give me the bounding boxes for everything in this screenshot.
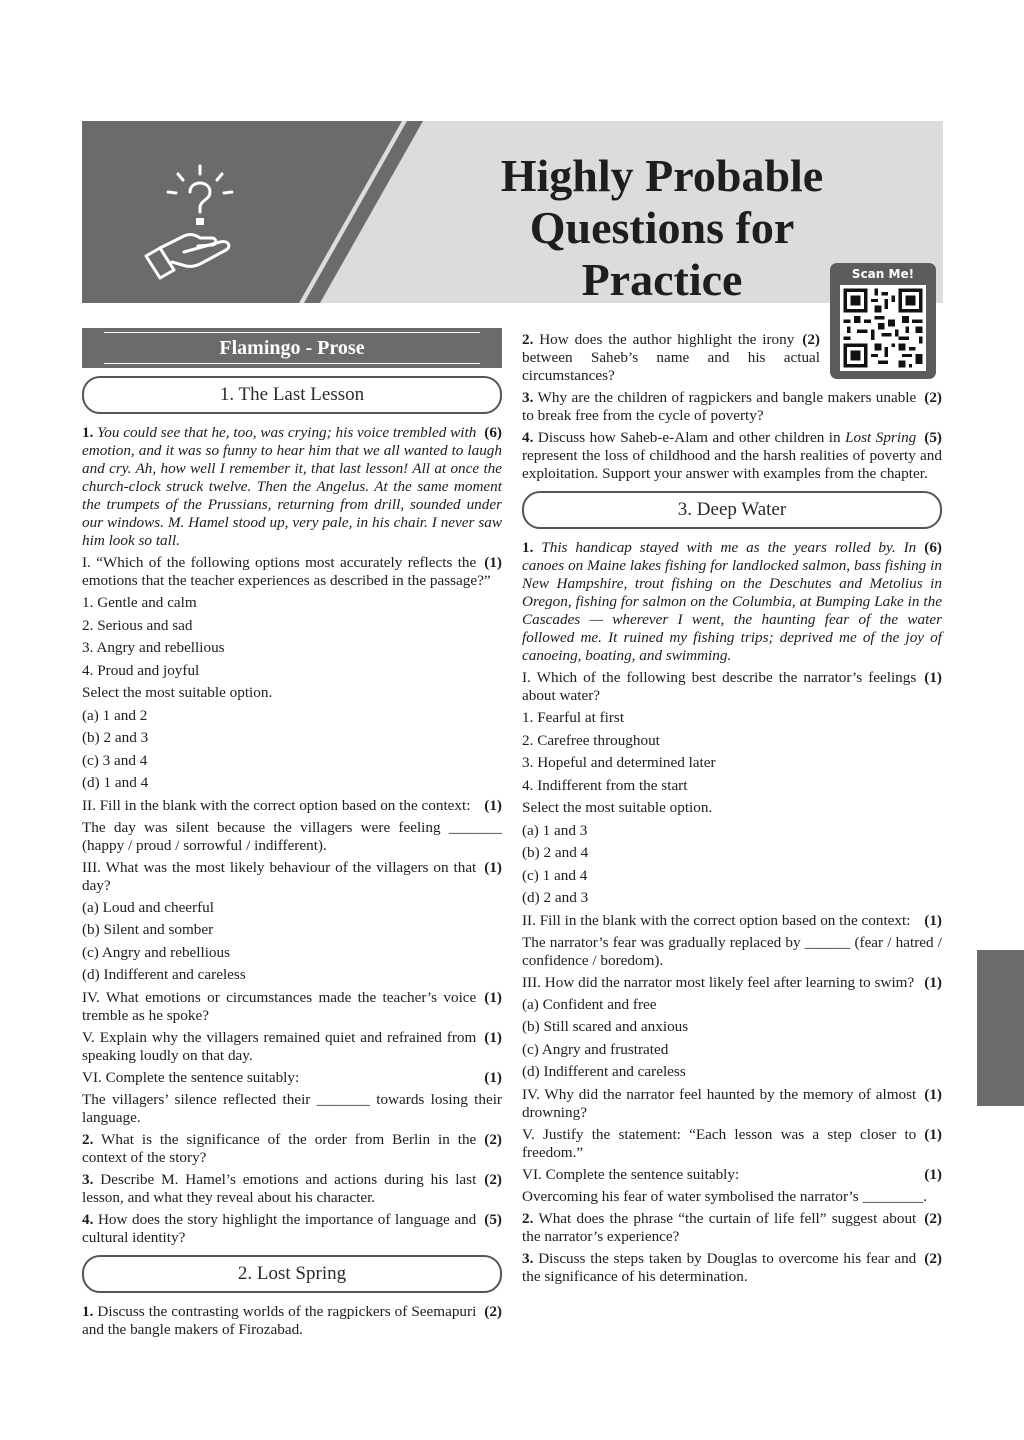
question-3: (2) 3. Discuss the steps taken by Douglas to overcome his fear and the significance of his determination.: [522, 1249, 942, 1285]
scan-label: Scan Me!: [851, 267, 915, 281]
answer-option: (d) 1 and 4: [82, 774, 149, 791]
page-title-line: Questions for: [529, 202, 795, 253]
sub-question: (1) V. Justify the statement: “Each lesson was a step closer to freedom.”: [522, 1125, 942, 1161]
fill-blank-text: The narrator’s fear was gradually replaced by ______ (fear / hatred / confidence / boredom).: [522, 933, 942, 969]
sub-question: (1) I. “Which of the following options most accurately reflects the emotions that the teacher experiences as described in the passage?”: [82, 554, 502, 589]
answer-option: (b) 2 and 3: [82, 729, 149, 746]
chapter-heading-deep-water: 3. Deep Water: [522, 491, 942, 529]
sub-question: (1) IV. Why did the narrator feel haunted by the memory of almost drowning?: [522, 1085, 942, 1121]
page-title-line: Highly Probable: [500, 150, 824, 201]
instruction: Select the most suitable option.: [522, 799, 713, 816]
answer-option: (c) Angry and rebellious: [82, 943, 231, 961]
answer-option: (a) Loud and cheerful: [82, 898, 214, 916]
sub-question: (1) I. Which of the following best describe the narrator’s feelings about water?: [522, 669, 942, 704]
answer-option: (b) 2 and 4: [522, 844, 589, 861]
right-column: [522, 331, 942, 1290]
list-item: 3. Angry and rebellious: [82, 639, 225, 656]
unit-title: Flamingo - Prose: [219, 337, 365, 359]
answer-option: (b) Silent and somber: [82, 921, 214, 938]
sub-question: (1) VI. Complete the sentence suitably:: [522, 1165, 942, 1183]
fill-blank-text: The villagers’ silence reflected their _______ towards losing their language.: [82, 1090, 502, 1126]
fill-blank-text: The day was silent because the villagers were feeling _______ (happy / proud / sorrowful / indifferent).: [82, 818, 502, 854]
question-2: (2) 2. What is the significance of the order from Berlin in the context of the story?: [82, 1130, 502, 1166]
list-item: 4. Proud and joyful: [82, 661, 200, 679]
sub-question: (1) II. Fill in the blank with the correct option based on the context:: [82, 796, 502, 814]
chapter-heading-last-lesson: 1. The Last Lesson: [82, 376, 502, 414]
unit-heading: [82, 328, 502, 368]
sub-question: (1) VI. Complete the sentence suitably:: [82, 1068, 502, 1086]
answer-option: (d) Indifferent and careless: [522, 1063, 686, 1080]
answer-option: (b) Still scared and anxious: [522, 1018, 689, 1035]
instruction: Select the most suitable option.: [82, 684, 273, 701]
answer-option: (c) 3 and 4: [82, 751, 148, 769]
list-item: 2. Carefree throughout: [522, 731, 660, 749]
fill-blank-text: Overcoming his fear of water symbolised the narrator’s ________.: [522, 1187, 928, 1205]
question-1-passage: (6) 1. This handicap stayed with me as the years rolled by. In canoes on Maine lakes fishing for landlocked salmon, bass fishing in New Hampshire, trout fishing on the Deschutes and Metolius in Oregon, fishing for salmon on the Columbia, at Bumping Lake in the Cascades — wherever I went, the haunting fear of the water followed me. It ruined my fishing trips; deprived me of the joy of canoeing, boating, and swimming.: [522, 539, 942, 664]
answer-option: (c) Angry and frustrated: [522, 1040, 669, 1058]
question-4: (5) 4. Discuss how Saheb-e-Alam and other children in Lost Spring represent the loss of childhood and the harsh realities of poverty and exploitation. Support your answer with examples from the chapter.: [522, 429, 942, 482]
list-item: 2. Serious and sad: [82, 616, 193, 634]
list-item: 4. Indifferent from the start: [522, 776, 688, 794]
list-item: 1. Gentle and calm: [82, 594, 197, 611]
answer-option: (d) Indifferent and careless: [82, 966, 246, 983]
question-2: (2) 2. How does the author highlight the irony between Saheb’s name and his actual circumstances?: [522, 331, 820, 384]
sub-question: (1) III. What was the most likely behaviour of the villagers on that day?: [82, 858, 502, 894]
side-tab-marker: [977, 950, 1024, 1106]
sub-question: (1) V. Explain why the villagers remained quiet and refrained from speaking loudly on that day.: [82, 1028, 502, 1064]
question-4: (5) 4. How does the story highlight the importance of language and cultural identity?: [82, 1210, 502, 1246]
sub-question: (1) II. Fill in the blank with the correct option based on the context:: [522, 911, 942, 929]
left-column: [82, 328, 502, 1343]
sub-question: (1) IV. What emotions or circumstances made the teacher’s voice tremble as he spoke?: [82, 988, 502, 1024]
hand-question-icon: [138, 160, 248, 285]
page-title-line: Practice: [581, 254, 743, 305]
answer-option: (d) 2 and 3: [522, 889, 589, 906]
question-3: (2) 3. Why are the children of ragpickers and bangle makers unable to break free from the cycle of poverty?: [522, 389, 942, 424]
page-title: [452, 150, 872, 306]
answer-option: (a) Confident and free: [522, 995, 657, 1013]
list-item: 3. Hopeful and determined later: [522, 754, 716, 771]
sub-question: (1) III. How did the narrator most likely feel after learning to swim?: [522, 973, 942, 991]
question-3: (2) 3. Describe M. Hamel’s emotions and actions during his last lesson, and what they reveal about his character.: [82, 1170, 502, 1206]
question-1-passage: (6) 1. You could see that he, too, was crying; his voice trembled with emotion, and it was so funny to hear him that we all wanted to laugh and cry. Ah, how well I remember it, that last lesson! All at once the church-clock struck twelve. Then the Angelus. At the same moment the trumpets of the Prussians, returning from drill, sounded under our windows. M. Hamel stood up, very pale, in his chair. I never saw him look so tall.: [82, 424, 502, 549]
answer-option: (c) 1 and 4: [522, 866, 588, 884]
list-item: 1. Fearful at first: [522, 709, 625, 726]
chapter-heading-lost-spring: 2. Lost Spring: [82, 1255, 502, 1293]
question-2: (2) 2. What does the phrase “the curtain of life fell” suggest about the narrator’s experience?: [522, 1209, 942, 1245]
answer-option: (a) 1 and 3: [522, 821, 588, 839]
question-1: (2) 1. Discuss the contrasting worlds of the ragpickers of Seemapuri and the bangle makers of Firozabad.: [82, 1302, 502, 1338]
answer-option: (a) 1 and 2: [82, 706, 148, 724]
